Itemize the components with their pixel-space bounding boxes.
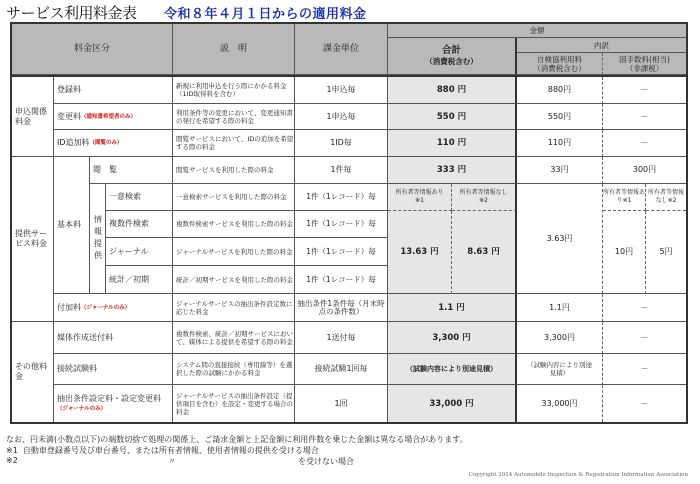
row-kokute: － <box>603 354 686 385</box>
row-name-unique-search: 一意検索 <box>106 184 173 211</box>
row-jikenkyo: （試験内容により別途見積） <box>517 354 603 385</box>
row-name-change <box>54 104 173 130</box>
row-name-text: 付加料 <box>57 302 81 312</box>
row-jikenkyo: 110円 <box>517 130 603 157</box>
row-note: （ジャーナルのみ） <box>81 304 131 311</box>
row-desc: 一意検索サービスを利用した際の料金 <box>173 184 295 211</box>
copyright: Copyright 2014 Automobile Inspection & Registration Information Association <box>468 472 688 478</box>
row-name-media: 媒体作成送付料 <box>54 322 173 354</box>
total-without-owner-header <box>452 184 517 211</box>
row-total: 33,000 円 <box>388 385 517 422</box>
note-2-ditto: 〃 <box>168 457 176 466</box>
row-kokute: － <box>603 77 686 104</box>
row-name-additional <box>54 294 173 322</box>
header-category: 料金区分 <box>12 24 173 75</box>
row-kokute: － <box>603 130 686 157</box>
page-title: サービス利用料金表 <box>6 4 137 22</box>
fee-table <box>10 22 688 424</box>
footer-rounding-note: なお、円未満(小数点以下)の端数切捨て処理の関係上、ご請求金額と上記金額に利用件数を乗じた金額は異なる場合があります。 <box>6 435 468 444</box>
row-desc: 閲覧サービスを利用した際の料金 <box>173 157 295 184</box>
row-jikenkyo: 33円 <box>517 157 603 184</box>
row-total: 3,300 円 <box>388 322 517 354</box>
row-name-text: ID追加料 <box>57 138 90 147</box>
header-unit: 課金単位 <box>295 24 388 75</box>
row-jikenkyo: 3,300円 <box>517 322 603 354</box>
row-unit: 1ID毎 <box>295 130 388 157</box>
total-without-owner-label: 所有者等情報なし <box>459 189 508 196</box>
header-breakdown: 内訳 <box>517 38 686 53</box>
row-total: 110 円 <box>388 130 517 157</box>
kokute-with-owner: 10円 <box>603 211 646 294</box>
header-kokute <box>603 53 686 75</box>
row-kokute: － <box>640 398 649 408</box>
header-description: 説 明 <box>173 24 295 75</box>
row-desc: 統計／初期サービスを利用した際の料金 <box>173 266 295 294</box>
row-desc: ジャーナルサービスを利用した際の料金 <box>173 238 295 266</box>
group-info-provision: 情報提供 <box>90 184 106 294</box>
effective-date-subtitle: 令和８年４月１日からの適用料金 <box>164 7 367 22</box>
total-with-owner: 13.63 円 <box>388 211 452 294</box>
row-name-text: 登録料 <box>57 85 81 94</box>
header-total-label: 合計 <box>441 45 461 56</box>
row-unit: 1送付毎 <box>295 322 388 354</box>
row-unit: 1件毎 <box>295 157 388 184</box>
row-name-browse: 閲 覧 <box>90 157 173 184</box>
row-kokute: 300円 <box>603 157 686 184</box>
kokute-without-owner-header: 所有者等情報なし※2 <box>646 184 686 211</box>
footer-note-2 <box>6 456 406 465</box>
total-with-owner-label: 所有者等情報あり <box>395 189 444 196</box>
row-desc: システム間の直接接続（専用線等）を選択した際の試験にかかる料金 <box>173 354 295 385</box>
header-jikenkyo-note: （消費税含む） <box>533 63 586 73</box>
row-unit: 1件（1レコード）毎 <box>295 184 388 211</box>
row-name-multi-search: 複数件検索 <box>106 211 173 238</box>
row-total: 880 円 <box>388 77 517 104</box>
group-other: その他料金 <box>12 322 54 422</box>
group-service: 提供サービス料金 <box>12 157 54 322</box>
header-jikenkyo-label: 自検協利用料 <box>537 54 582 64</box>
row-name-journal: ジャーナル <box>106 238 173 266</box>
note-2-mark: ※2 <box>6 456 18 465</box>
row-unit: 接続試験1回毎 <box>295 354 388 385</box>
group-application: 申込関係料金 <box>12 77 54 157</box>
row-name-text: 抽出条件設定料・設定変更料 <box>57 393 161 403</box>
header-kokute-label: 国手数料(相当) <box>619 54 670 64</box>
row-note: （ジャーナルのみ） <box>57 405 107 412</box>
row-note: （通知書希望者のみ） <box>81 113 137 120</box>
row-total: 1.1 円 <box>388 294 517 322</box>
row-name-text: 変更料 <box>57 111 81 121</box>
row-unit: 1回 <box>295 385 388 422</box>
kokute-with-owner-header: 所有者等情報あり※1 <box>603 184 646 211</box>
row-kokute: － <box>603 322 686 354</box>
row-name-registration <box>54 77 173 104</box>
kokute-without-owner: 5円 <box>646 211 686 294</box>
header-kokute-note: （非課税） <box>625 63 664 73</box>
info-jikenkyo: 3.63円 <box>517 184 603 294</box>
row-desc: ジャーナルサービスの抽出条件設定数に応じた料金 <box>173 294 295 322</box>
total-without-owner-mark: ※2 <box>479 197 488 204</box>
row-name-id-add <box>54 130 173 157</box>
row-desc: 閲覧サービスにおいて、IDの追加を希望する際の料金 <box>173 130 295 157</box>
note-2-text: を受けない場合 <box>298 457 354 466</box>
row-name-extraction-setting <box>54 385 173 422</box>
footer-note-1 <box>6 445 319 456</box>
total-without-owner: 8.63 円 <box>452 211 517 294</box>
row-desc: 複数件検索、統計／初期サービスにおいて、媒体による提供を希望する際の料金 <box>173 322 295 354</box>
row-unit: 1件（1レコード）毎 <box>295 238 388 266</box>
total-with-owner-header <box>388 184 452 211</box>
row-jikenkyo: 550円 <box>517 104 603 130</box>
row-total: 550 円 <box>388 104 517 130</box>
row-jikenkyo: 33,000円 <box>517 385 603 422</box>
row-kokute: － <box>603 294 686 322</box>
row-total: （試験内容により別途見積） <box>388 354 517 385</box>
group-service-basic: 基本料 <box>54 157 90 294</box>
row-desc: 新規に利用申込を行う際にかかる料金（1ID取得料を含む） <box>173 77 295 104</box>
note-1-mark: ※1 <box>6 446 18 455</box>
total-with-owner-mark: ※1 <box>415 197 424 204</box>
row-kokute: － <box>603 104 686 130</box>
row-name-stats: 統計／初期 <box>106 266 173 294</box>
row-note: （閲覧のみ） <box>89 140 123 146</box>
header-jikenkyo <box>517 53 603 75</box>
row-unit: 1件（1レコード）毎 <box>295 211 388 238</box>
row-total: 333 円 <box>388 157 517 184</box>
row-name-connection-test: 接続試験料 <box>54 354 173 385</box>
row-jikenkyo: 1.1円 <box>517 294 603 322</box>
row-desc: 利用条件等の変更において、変更通知書の発行を希望する際の料金 <box>173 104 295 130</box>
row-unit: 1申込毎 <box>295 104 388 130</box>
note-1-text: 自動車登録番号及び車台番号、または所有者情報、使用者情報の提供を受ける場合 <box>22 446 319 455</box>
row-desc: ジャーナルサービスの抽出条件設定（提供項目を含む）を設定・変更する場合の料金 <box>173 385 295 422</box>
header-amount: 金額 <box>388 24 686 38</box>
header-total <box>388 38 517 75</box>
header-total-note: （消費税含む） <box>425 57 478 66</box>
row-unit: 抽出条件1条件毎（月末時点の条件数） <box>295 294 388 322</box>
row-unit: 1件（1レコード）毎 <box>295 266 388 294</box>
row-desc: 複数件検索サービスを利用した際の料金 <box>173 211 295 238</box>
row-unit: 1申込毎 <box>295 77 388 104</box>
row-jikenkyo: 880円 <box>517 77 603 104</box>
